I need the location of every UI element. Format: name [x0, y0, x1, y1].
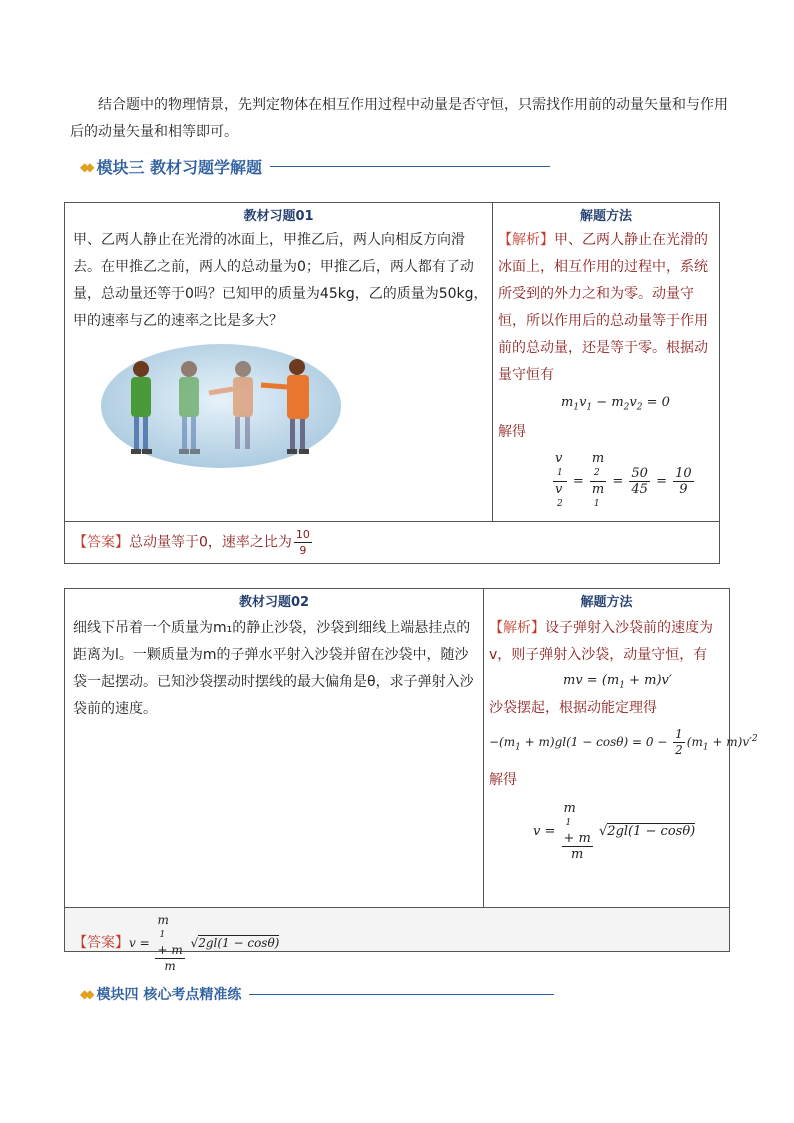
module-four-title: 模块四 核心考点精准练: [96, 987, 242, 1003]
header-rule: [249, 994, 554, 995]
answer-denominator: 9: [299, 544, 307, 557]
intro-paragraph: 结合题中的物理情景，先判定物体在相互作用过程中动量是否守恒，只需找作用前的动量矢量和与作用后的动量矢量和相等即可。: [70, 97, 728, 140]
method-heading: 解题方法: [579, 209, 632, 224]
problem-two-box: [64, 588, 758, 973]
ratio-equation: v 1 v 2 = m 2 m 1 = $\frac{50}{45}$ = $\frac{10}{9}$: [555, 451, 692, 509]
answer-numerator: 10: [295, 528, 310, 541]
problem-two-answer: [73, 913, 279, 974]
analysis-text: 设子弹射入沙袋前的速度为v，则子弹射入沙袋，动量守恒，有: [489, 620, 713, 663]
problem-one-solve-label: 解得: [498, 424, 526, 440]
analysis-label: 【解析】: [498, 232, 554, 248]
header-rule: [270, 166, 550, 167]
answer-text: 总动量等于0，速率之比为: [129, 534, 292, 551]
problem-two-heading: 教材习题02: [238, 595, 310, 610]
problem-one-analysis: [498, 227, 716, 389]
double-diamond-icon: ◆◆: [80, 159, 91, 174]
answer-label: 【答案】: [73, 534, 129, 551]
module-three-header: [80, 155, 550, 178]
analysis-label: 【解析】: [489, 620, 545, 636]
problem-one-heading: 教材习题01: [243, 209, 314, 224]
problem-two-analysis: [489, 615, 725, 669]
double-diamond-icon: ◆◆: [80, 987, 91, 1001]
answer-fraction: [294, 527, 312, 558]
energy-equation: $-(m_1 + m)gl(1 - \cos\theta) = 0$ − $\frac{1}{2}$ $(m_1 + m)v'^2$: [489, 727, 758, 757]
answer-formula: v = m 1 + m m √2gl(1 − cosθ): [129, 913, 280, 973]
problem-one-box: [64, 202, 720, 564]
column-divider: [492, 203, 493, 522]
answer-label: 【答案】: [73, 935, 129, 951]
problem-two-solve-label: 解得: [489, 772, 517, 788]
velocity-equation: v = m 1 + m m √2gl(1 − cosθ): [533, 801, 696, 862]
problem-two-question: 细线下吊着一个质量为m₁的静止沙袋，沙袋到细线上端悬挂点的距离为l。一颗质量为m的子弹水平射入沙袋并留在沙袋中，随沙袋一起摆动。已知沙袋摆动时摆线的最大偏角是θ，求子弹射入沙袋前的速度。: [73, 620, 474, 717]
problem-two-mid-text: 沙袋摆起，根据动能定理得: [489, 700, 657, 716]
momentum-equation-2: mv = $(m_1 + m)v'$: [563, 673, 672, 691]
skaters-illustration: [101, 341, 341, 471]
momentum-equation-1: $m_1v_1 - m_2v_2 = 0$: [561, 395, 670, 413]
analysis-text: 甲、乙两人静止在光滑的冰面上，相互作用的过程中，系统所受到的外力之和为零。动量守恒，所以作用后的总动量等于作用前的总动量，还是等于零。根据动量守恒有: [498, 232, 708, 383]
module-four-header: [80, 984, 554, 1004]
method-heading: 解题方法: [580, 595, 633, 610]
answer-divider: [65, 521, 719, 522]
problem-one-answer: [73, 527, 314, 558]
problem-one-question: 甲、乙两人静止在光滑的冰面上，甲推乙后，两人向相反方向滑去。在甲推乙之前，两人的总动量为0；甲推乙后，两人都有了动量，总动量还等于0吗？已知甲的质量为45kg，乙的质量为50kg，甲的速率与乙的速率之比是多大？: [73, 232, 488, 329]
module-three-title: 模块三 教材习题学解题: [96, 158, 263, 177]
column-divider: [483, 589, 484, 908]
